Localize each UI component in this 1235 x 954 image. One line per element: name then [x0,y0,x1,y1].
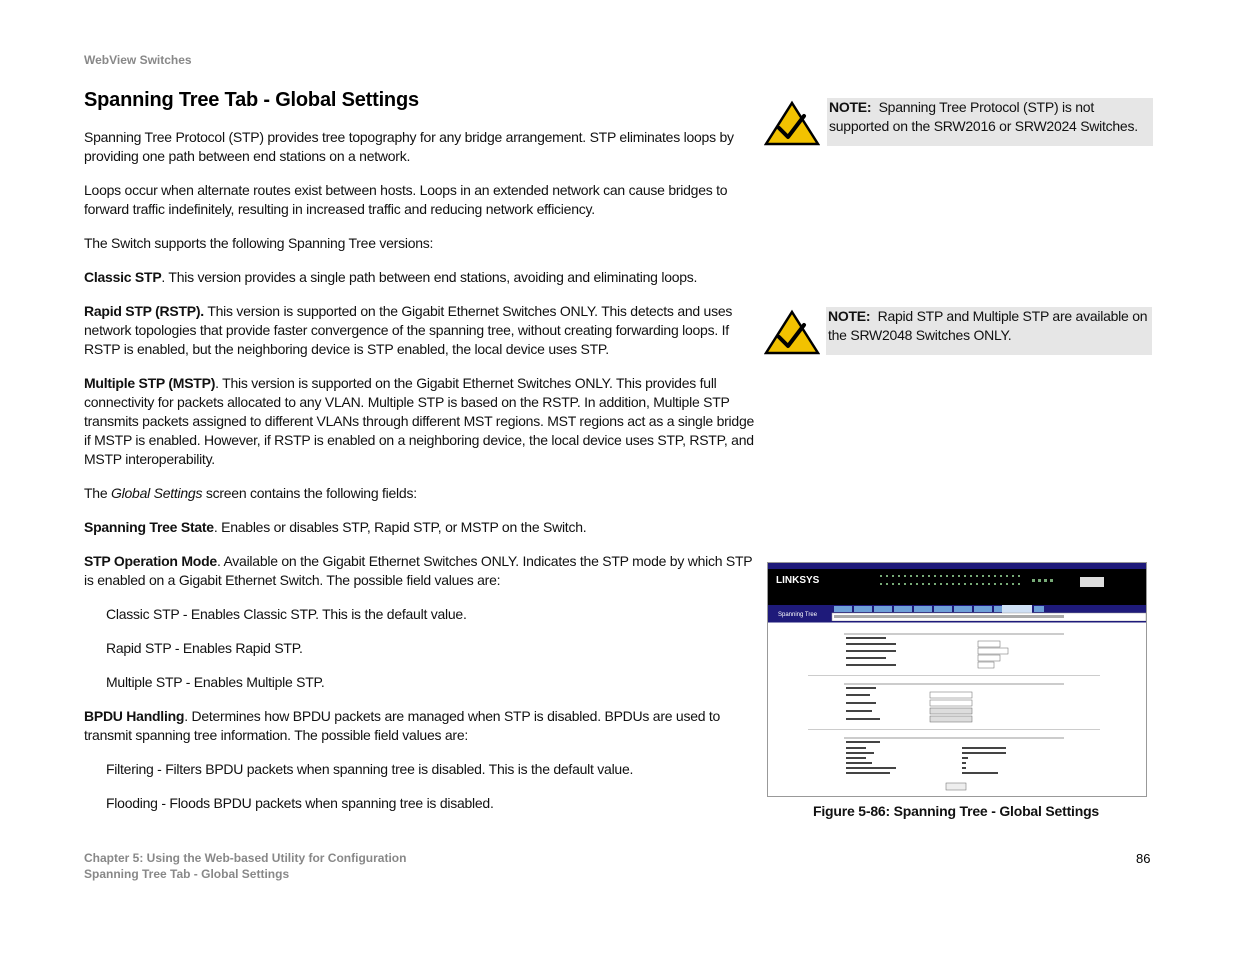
term-classic-stp: Classic STP [84,269,162,285]
figure-screenshot [767,562,1147,797]
fields-intro-em: Global Settings [111,485,203,501]
checkmark-warning-icon [764,309,820,355]
bridge-settings-section [808,683,1100,730]
desc-state: . Enables or disables STP, Rapid STP, or MSTP on the Switch. [213,519,587,535]
term-bpdu: BPDU Handling [84,708,185,724]
global-settings-section [808,633,1100,676]
note-box-2 [826,307,1152,355]
term-state: Spanning Tree State [84,519,214,535]
paragraph-rstp [84,302,760,359]
paragraph-state [84,518,760,537]
footer-chapter: Chapter 5: Using the Web-based Utility for Configuration [84,851,407,865]
fields-intro-a: The [84,485,112,501]
bpdu-option-flooding: Flooding - Floods BPDU packets when spanning tree is disabled. [106,795,494,811]
footer [84,850,406,882]
paragraph-intro: Spanning Tree Protocol (STP) provides tree topography for any bridge arrangement. STP eliminates loops by providing one path between end stations on a network. [84,129,734,164]
footer-section: Spanning Tree Tab - Global Settings [84,867,290,881]
paragraph-fields-intro [84,484,760,503]
term-mode: STP Operation Mode [84,553,217,569]
note-text-1: Spanning Tree Protocol (STP) is not supported on the SRW2016 or SRW2024 Switches. [829,99,1138,134]
term-mstp: Multiple STP (MSTP) [84,375,216,391]
divider [768,621,1146,623]
desc-mode: . Available on the Gigabit Ethernet Switches ONLY. Indicates the STP mode by which STP is enabled on a Gigabit Ethernet Switch. The possible field values are: [84,553,753,588]
running-header: WebView Switches [84,53,192,67]
switch-thumbnail [1080,577,1104,587]
desc-rstp: This version is supported on the Gigabit Ethernet Switches ONLY. This detects and uses network topologies that provide faster convergence of the spanning tree, without creating forwarding loops. If RSTP is enabled, but the neighboring device is STP enabled, the local device uses STP. [84,303,733,357]
paragraph-mode [84,552,760,590]
fields-intro-b: screen contains the following fields: [202,485,417,501]
top-bar [768,563,1146,569]
mode-option-rapid: Rapid STP - Enables Rapid STP. [106,640,303,656]
desc-classic-stp: . This version provides a single path between end stations, avoiding and eliminating loops. [161,269,698,285]
spanning-tree-screenshot [768,563,1146,796]
page-number: 86 [1136,851,1151,866]
checkmark-warning-icon [764,100,820,146]
note-label-2: NOTE: [828,308,871,324]
desc-bpdu: . Determines how BPDU packets are managed when STP is disabled. BPDUs are used to transmit spanning tree information. The possible field values are: [84,708,721,743]
figure-caption: Figure 5-86: Spanning Tree - Global Settings [813,803,1100,819]
paragraph-bpdu [84,707,760,745]
linksys-logo: LINKSYS [776,575,820,586]
paragraph-mstp [84,374,760,469]
active-tab [1002,605,1032,613]
mode-option-multiple: Multiple STP - Enables Multiple STP. [106,674,325,690]
term-rstp: Rapid STP (RSTP). [84,303,204,319]
section-title: Spanning Tree Tab - Global Settings [84,89,419,111]
spanning-tree-tab-label: Spanning Tree [778,612,818,618]
subtab-links [834,615,1064,618]
designated-root-section [844,737,1064,774]
paragraph-loops: Loops occur when alternate routes exist between hosts. Loops in an extended network can cause bridges to forward traffic indefinitely, resulting in increased traffic and reducing network efficiency. [84,182,728,217]
mode-option-classic: Classic STP - Enables Classic STP. This is the default value. [106,606,467,622]
submit-button [946,783,966,790]
note-text-2: Rapid STP and Multiple STP are available on the SRW2048 Switches ONLY. [828,308,1148,343]
note-label-1: NOTE: [829,99,872,115]
note-box-1 [827,98,1153,146]
paragraph-classic [84,268,760,287]
bpdu-option-filtering: Filtering - Filters BPDU packets when spanning tree is disabled. This is the default value. [106,761,634,777]
desc-mstp: . This version is supported on the Gigabit Ethernet Switches ONLY. This provides full connectivity for packets allocated to any VLAN. Multiple STP is based on the RSTP. In addition, Multiple STP transmits packets assigned to different VLANs through different MST regions. MST regions act as a single bridge if MSTP is enabled. However, if RSTP is enabled on a neighboring device, the local device uses STP, RSTP, and MSTP interoperability. [84,375,755,467]
body-column [84,128,760,828]
paragraph-versions: The Switch supports the following Spanning Tree versions: [84,235,434,251]
